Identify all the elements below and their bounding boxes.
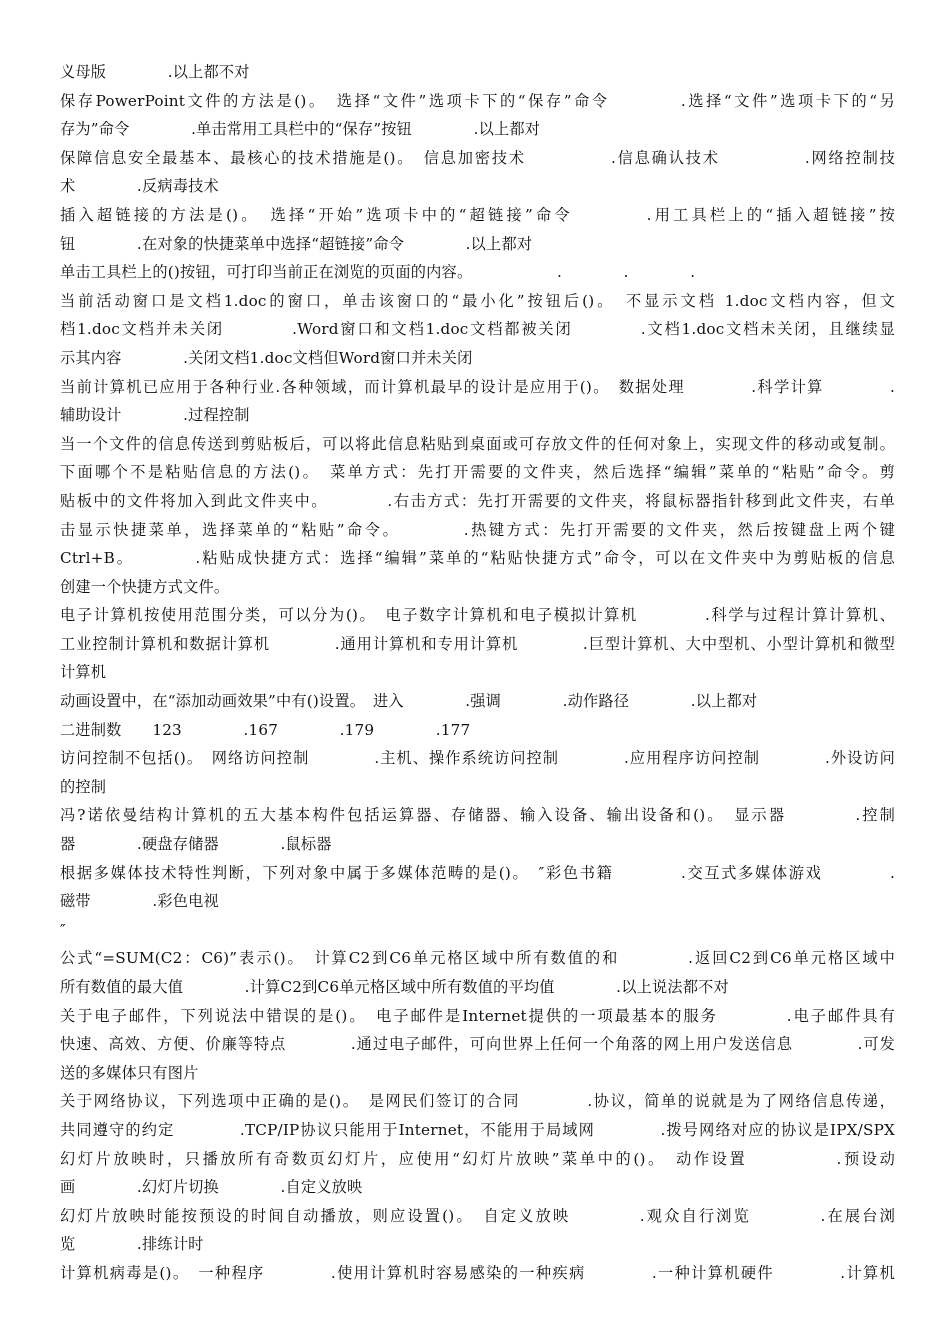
text-line: 幻灯片放映时，只播放所有奇数页幻灯片，应使用“幻灯片放映”菜单中的()。 动作设置 .预设动 — [60, 1149, 895, 1168]
text-line: 二进制数 123 .167 .179 .177 — [60, 720, 471, 739]
text-line: 关于网络协议，下列选项中正确的是()。 是网民们签订的合同 .协议，简单的说就是为了网络信息传递， — [60, 1092, 895, 1111]
text-line: 术 .反病毒技术 — [60, 177, 219, 196]
text-line: 当前活动窗口是文档1.doc的窗口，单击该窗口的“最小化”按钮后()。 不显示文档 1.doc文档内容，但文 — [60, 291, 895, 310]
text-line: 画 .幻灯片切换 .自定义放映 — [60, 1178, 363, 1197]
text-line: 示其内容 .关闭文档1.doc文档但Word窗口并未关闭 — [60, 348, 473, 367]
text-line: 器 .硬盘存储器 .鼠标器 — [60, 835, 332, 854]
text-line: 钮 .在对象的快捷菜单中选择“超链接”命令 .以上都对 — [60, 234, 533, 253]
text-line: 保存PowerPoint文件的方法是()。 选择“文件”选项卡下的“保存”命令 .选择“文件”选项卡下的“另 — [60, 91, 895, 110]
document-page — [60, 58, 895, 1288]
text-line: 工业控制计算机和数据计算机 .通用计算机和专用计算机 .巨型计算机、大中型机、小型计算机和微型 — [60, 634, 895, 653]
text-line: 计算机 — [60, 663, 107, 682]
text-line: 动画设置中，在“添加动画效果”中有()设置。 进入 .强调 .动作路径 .以上都对 — [60, 692, 758, 711]
text-line: 访问控制不包括()。 网络访问控制 .主机、操作系统访问控制 .应用程序访问控制 .外设访问 — [60, 749, 895, 768]
text-line: 辅助设计 .过程控制 — [60, 406, 250, 425]
text-line: 义母版 .以上都不对 — [60, 63, 250, 81]
text-line: 送的多媒体只有图片 — [60, 1063, 199, 1082]
text-line: 存为”命令 .单击常用工具栏中的“保存”按钮 .以上都对 — [60, 120, 541, 139]
text-line: 当一个文件的信息传送到剪贴板后，可以将此信息粘贴到桌面或可存放文件的任何对象上，实现文件的移动或复制。 — [60, 434, 895, 453]
text-line: 快速、高效、方便、价廉等特点 .通过电子邮件，可向世界上任何一个角落的网上用户发送信息 .可发 — [60, 1035, 895, 1054]
text-line: 共同遵守的约定 .TCP/IP协议只能用于Internet，不能用于局域网 .拨号网络对应的协议是IPX/SPX — [60, 1120, 895, 1139]
text-line: 览 .排练计时 — [60, 1235, 204, 1254]
text-line: 所有数值的最大值 .计算C2到C6单元格区域中所有数值的平均值 .以上说法都不对 — [60, 978, 729, 996]
text-line: Ctrl+B。 .粘贴成快捷方式：选择“编辑”菜单的“粘贴快捷方式”命令，可以在文件夹中为剪贴板的信息 — [60, 549, 895, 568]
text-line: 击显示快捷菜单，选择菜单的“粘贴”命令。 .热键方式：先打开需要的文件夹，然后按键盘上两个键 — [60, 520, 895, 539]
text-line: 幻灯片放映时能按预设的时间自动播放，则应设置()。 自定义放映 .观众自行浏览 .在展台浏 — [60, 1206, 895, 1225]
text-line: 公式“=SUM(C2：C6)”表示()。 计算C2到C6单元格区域中所有数值的和 .返回C2到C6单元格区域中 — [60, 949, 895, 968]
text-line: 保障信息安全最基本、最核心的技术措施是()。 信息加密技术 .信息确认技术 .网络控制技 — [60, 148, 895, 167]
text-line: 档1.doc文档并未关闭 .Word窗口和文档1.doc文档都被关闭 .文档1.doc文档未关闭，且继续显 — [60, 320, 895, 339]
text-line: 冯?诺依曼结构计算机的五大基本构件包括运算器、存储器、输入设备、输出设备和()。 显示器 .控制 — [60, 806, 895, 825]
text-line: 单击工具栏上的()按钮，可打印当前正在浏览的页面的内容。 . . . — [60, 263, 696, 282]
text-line: 关于电子邮件，下列说法中错误的是()。 电子邮件是Internet提供的一项最基本的服务 .电子邮件具有 — [60, 1006, 895, 1025]
text-line: 磁带 .彩色电视 — [60, 892, 219, 911]
text-line: ″ — [60, 920, 66, 939]
text-line: 当前计算机已应用于各种行业.各种领域，而计算机最早的设计是应用于()。 数据处理 .科学计算 . — [60, 377, 895, 396]
text-line: 计算机病毒是()。 一种程序 .使用计算机时容易感染的一种疾病 .一种计算机硬件 .计算机 — [60, 1263, 895, 1282]
text-line: 根据多媒体技术特性判断，下列对象中属于多媒体范畴的是()。 ″彩色书籍 .交互式多媒体游戏 . — [60, 863, 895, 882]
text-line: 插入超链接的方法是()。 选择“开始”选项卡中的“超链接”命令 .用工具栏上的“插入超链接”按 — [60, 205, 895, 224]
text-line: 贴板中的文件将加入到此文件夹中。 .右击方式：先打开需要的文件夹，将鼠标器指针移到此文件夹，右单 — [60, 491, 895, 510]
text-line: 的控制 — [60, 777, 107, 796]
text-line: 创建一个快捷方式文件。 — [60, 577, 230, 596]
text-line: 电子计算机按使用范围分类，可以分为()。 电子数字计算机和电子模拟计算机 .科学与过程计算计算机、 — [60, 606, 895, 625]
text-line: 下面哪个不是粘贴信息的方法()。 菜单方式：先打开需要的文件夹，然后选择“编辑”菜单的“粘贴”命令。剪 — [60, 463, 895, 482]
